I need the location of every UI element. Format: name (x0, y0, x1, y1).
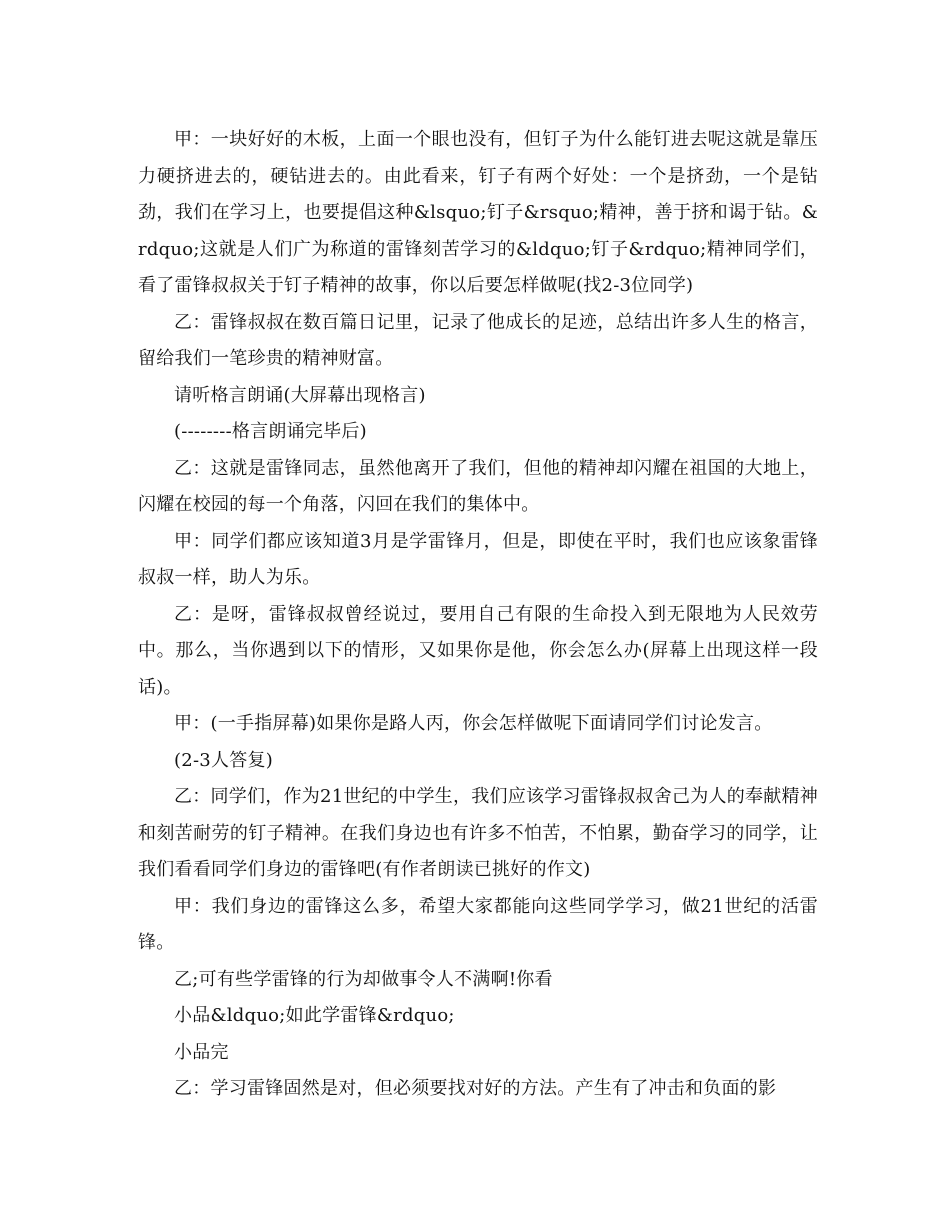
paragraph-9: (2-3人答复) (174, 749, 274, 771)
paragraph-14: 小品完 (174, 1041, 229, 1063)
paragraph-2: 乙：雷锋叔叔在数百篇日记里，记录了他成长的足迹，总结出许多人生的格言，留给我们一笔珍贵的精神财富。 (138, 311, 818, 369)
paragraph-6: 甲：同学们都应该知道3月是学雷锋月，但是，即使在平时，我们也应该象雷锋叔叔一样，助人为乐。 (138, 530, 818, 588)
paragraph-5: 乙：这就是雷锋同志，虽然他离开了我们，但他的精神却闪耀在祖国的大地上，闪耀在校园的每一个角落，闪回在我们的集体中。 (138, 457, 818, 515)
paragraph-11: 甲：我们身边的雷锋这么多，希望大家都能向这些同学学习，做21世纪的活雷锋。 (138, 895, 818, 953)
paragraph-7: 乙：是呀，雷锋叔叔曾经说过，要用自己有限的生命投入到无限地为人民效劳中。那么，当你遇到以下的情形，又如果你是他，你会怎么办(屏幕上出现这样一段话)。 (138, 603, 818, 698)
document-body (138, 122, 818, 1108)
paragraph-1: 甲：一块好好的木板，上面一个眼也没有，但钉子为什么能钉进去呢这就是靠压力硬挤进去的，硬钻进去的。由此看来，钉子有两个好处：一个是挤劲，一个是钻劲，我们在学习上，也要提倡这种&lsquo;钉子&rsquo;精神，善于挤和谒于钻。&rdquo;这就是人们广为称道的雷锋刻苦学习的&ldquo;钉子&rdquo;精神同学们，看了雷锋叔叔关于钉子精神的故事，你以后要怎样做呢(找2-3位同学) (138, 129, 818, 296)
paragraph-12: 乙;可有些学雷锋的行为却做事令人不满啊!你看 (174, 968, 553, 990)
paragraph-13: 小品&ldquo;如此学雷锋&rdquo; (174, 1005, 455, 1026)
paragraph-8: 甲：(一手指屏幕)如果你是路人丙，你会怎样做呢下面请同学们讨论发言。 (174, 713, 773, 734)
paragraph-3: 请听格言朗诵(大屏幕出现格言) (174, 384, 426, 406)
paragraph-15: 乙：学习雷锋固然是对，但必须要找对好的方法。产生有了冲击和负面的影 (174, 1078, 777, 1099)
paragraph-10: 乙：同学们，作为21世纪的中学生，我们应该学习雷锋叔叔舍己为人的奉献精神和刻苦耐劳的钉子精神。在我们身边也有许多不怕苦，不怕累，勤奋学习的同学，让我们看看同学们身边的雷锋吧(有作者朗读已挑好的作文) (138, 786, 818, 880)
paragraph-4: (--------格言朗诵完毕后) (174, 421, 367, 442)
